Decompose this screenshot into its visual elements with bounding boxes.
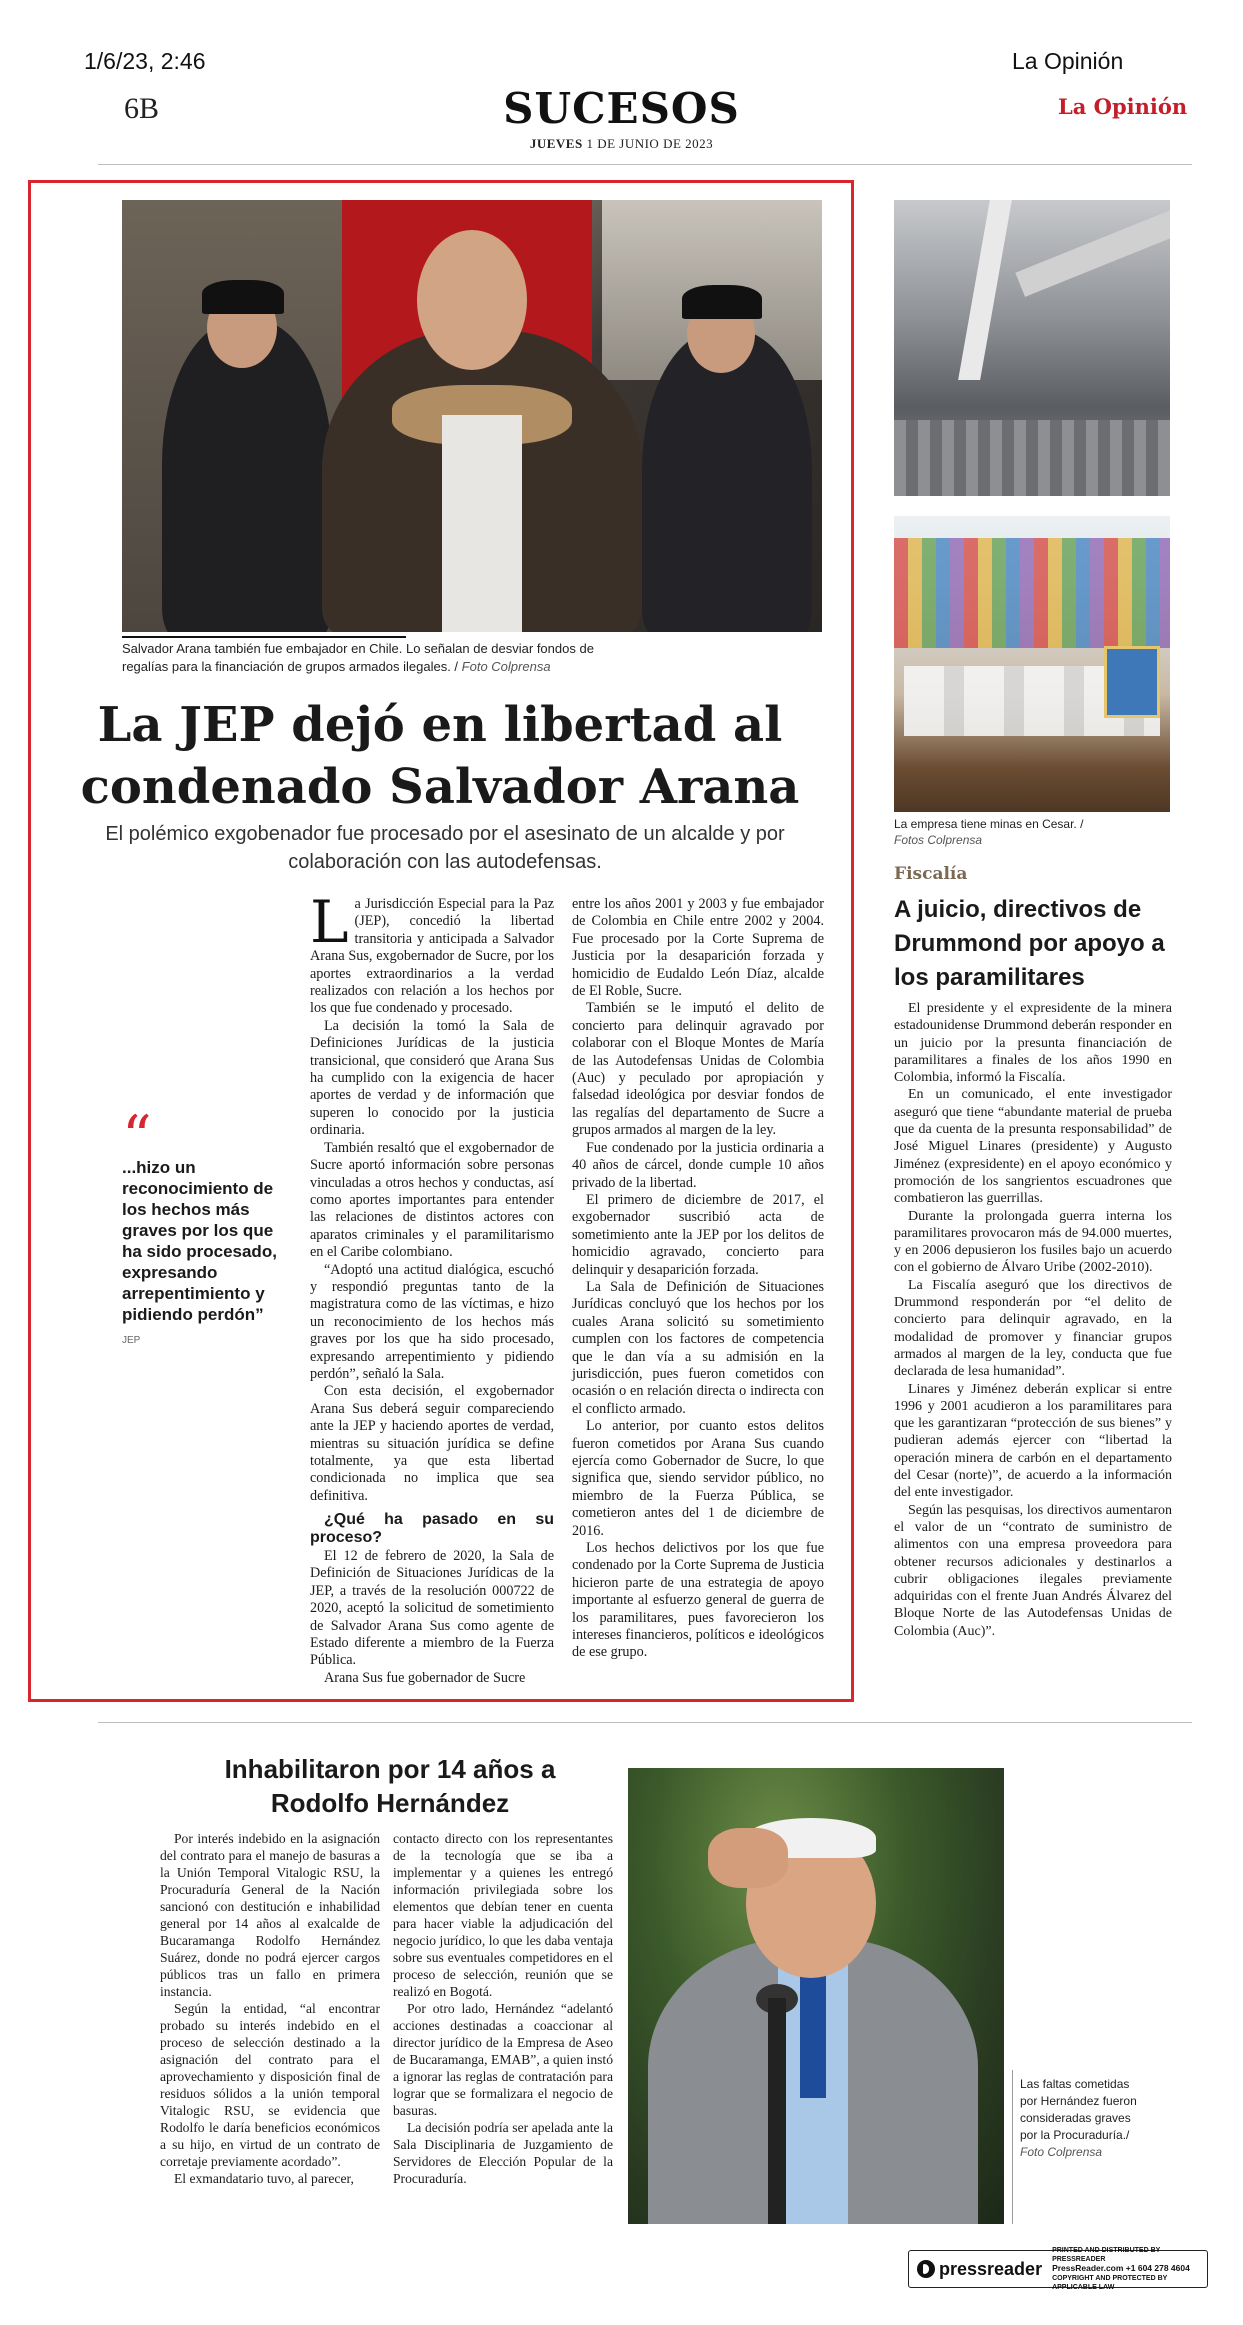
bottom-body-column-1 <box>160 1830 380 2187</box>
pull-quote: ...hizo un reconocimiento de los hechos más graves por los que ha sido procesado, expresando arrepentimiento y pidiendo perdón” <box>122 1158 277 1324</box>
paragraph: También resaltó que el exgobernador de Sucre aportó información sobre personas vinculadas a otros hechos y conductas, así como aportes importantes para entender las relaciones de distintos actores con aparatos criminales y el paramilitarismo en el Caribe colombiano. <box>310 1139 554 1261</box>
quote-mark-icon: “ <box>122 1103 152 1171</box>
main-body-column-1 <box>310 888 554 1687</box>
pressreader-wordmark: pressreader <box>939 2258 1043 2279</box>
arana-photo <box>122 200 822 632</box>
pull-quote-attribution: JEP <box>122 1335 141 1346</box>
pressreader-icon <box>917 2260 935 2278</box>
weekday: JUEVES <box>529 136 583 151</box>
paragraph: La decisión la tomó la Sala de Definiciones Jurídicas de la justicia transicional, que consideró que Arana Sus ha cumplido con la exigencia de hacer aportes de verdad y de información que superen lo conocido por la justicia ordinaria. <box>310 1017 554 1139</box>
side-headline: A juicio, directivos de Drummond por apoyo a los paramilitares <box>894 896 1165 991</box>
masthead-rule <box>98 164 1192 165</box>
main-photo-caption <box>122 640 622 676</box>
caption-text: Las faltas cometidas por Hernández fueron consideradas graves por la Procuraduría./ <box>1020 2077 1137 2142</box>
paragraph: contacto directo con los representantes de la tecnología que se iba a implementar y a quienes les entregó información privilegiada sobre los elementos que debían tener en cuenta para hacer viable la adjudicación del negocio jurídico, lo que les daba ventaja sobre sus eventuales competidores en el proceso de selección, reunión que se realizó en Bogotá. <box>393 1831 613 1999</box>
mine-photo <box>894 200 1170 496</box>
paragraph: La Fiscalía aseguró que los directivos de Drummond responderán por “el delito de concierto para delinquir agravado, en la modalidad de promover y financiar grupos armados al margen de la ley, conducta que fue declarada de lesa humanidad”. <box>894 1277 1172 1380</box>
photo-credit: Foto Colprensa <box>1020 2145 1103 2159</box>
memorial-photo <box>894 516 1170 812</box>
side-kicker: Fiscalía <box>894 864 968 884</box>
paragraph: En un comunicado, el ente investigador aseguró que tiene “abundante material de prueba que da cuenta de la presunta responsabilidad” de José Miguel Linares (presidente) y Augusto Jiménez (expresidente) en el apoyo económico y promoción de los sangrientos escuadrones que combatieron las guerrillas. <box>894 1087 1172 1207</box>
pressreader-line3: COPYRIGHT AND PROTECTED BY APPLICABLE LAW <box>1052 2275 1168 2291</box>
newspaper-logo: La Opinión <box>1058 94 1188 119</box>
photo-credit: Fotos Colprensa <box>894 833 983 847</box>
paragraph: El presidente y el expresidente de la minera estadounidense Drummond deberán responder en un juicio por la presunta financiación de paramilitares a finales de los años 1990 en Colombia, informó la Fiscalía. <box>894 1001 1172 1086</box>
paragraph: entre los años 2001 y 2003 y fue embajador de Colombia en Chile entre 2002 y 2004. Fue procesado por la Corte Suprema de Justicia por la desaparición forzada y homicidio de Eudaldo León Díaz, alcalde de El Roble, Sucre. <box>572 896 824 1000</box>
paragraph: Por otro lado, Hernández “adelantó acciones destinadas a coaccionar al director jurídico de la Empresa de Aseo de Bucaramanga, EMAB”, a quien instó a ignorar las reglas de contratación para lograr que se formalizara el negocio de basuras. <box>393 2001 613 2118</box>
paragraph: La Jurisdicción Especial para la Paz (JEP), concedió la libertad transitoria y anticipada a Salvador Arana Sus, exgobernador de Sucre, por los aportes extraordinarios a la verdad realizados con relación a los hechos por los que fue condenado y procesado. <box>310 888 554 1017</box>
dropcap: L <box>310 888 349 956</box>
caption-rule <box>1012 2070 1013 2224</box>
paragraph: Los hechos delictivos por los que fue condenado por la Corte Suprema de Justicia hicieron parte de una estrategia de apoyo importante al esfuerzo general de guerra de los paramilitares, pues favorecieron los intereses financieros, políticos e ideológicos de ese grupo. <box>572 1540 824 1661</box>
page-number: 6B <box>124 92 160 125</box>
caption-rule <box>122 636 406 638</box>
caption-text: La empresa tiene minas en Cesar. / <box>894 817 1084 831</box>
caption-text: Salvador Arana también fue embajador en Chile. Lo señalan de desviar fondos de regalías para la financiación de grupos armados ilegales. / <box>122 641 594 674</box>
paragraph: “Adoptó una actitud dialógica, escuchó y respondió preguntas tanto de la magistratura como de las víctimas, e hizo un reconocimiento de los hechos más graves por los que ha sido procesado, expresando arrepentimiento y pidiendo perdón”, señaló la Sala. <box>310 1261 554 1382</box>
pressreader-logo <box>917 2259 1042 2280</box>
bottom-body-column-2 <box>393 1830 613 2187</box>
print-date: 1/6/23, 2:46 <box>84 48 206 74</box>
paragraph: El exmandatario tuvo, al parecer, <box>174 2171 354 2186</box>
side-body <box>894 1000 1172 1640</box>
photo-credit: Foto Colprensa <box>461 659 551 674</box>
paragraph: También se le imputó el delito de concierto para delinquir agravado por colaborar con el Bloque Montes de María de las Autodefensas Unidas de Colombia (Auc) y peculado por apropiación y falsedad ideológica por desviar fondos de las regalías del departamento de Sucre a grupos armados al margen de la ley. <box>572 1000 824 1139</box>
paragraph: Linares y Jiménez deberán explicar si entre 1996 y 2001 acudieron a los paramilitares para que les garantizaran “protección de sus bienes” y pudieran además ejercer con “libertad la operación minera de carbón en el departamento del Cesar (norte)”, de acuerdo a la información del ente investigador. <box>894 1381 1172 1501</box>
print-source: La Opinión <box>1012 48 1124 74</box>
pressreader-url: PressReader.com +1 604 278 4604 <box>1052 2263 1190 2273</box>
paragraph: Durante la prolongada guerra interna los paramilitares provocaron más de 94.000 muertes, y en 2006 depusieron los fusiles bajo un acuerdo con el gobierno de Álvaro Uribe (2002-2010). <box>894 1208 1172 1276</box>
hernandez-photo <box>628 1768 1004 2224</box>
publication-date <box>0 136 1243 152</box>
side-photo-caption <box>894 816 1170 848</box>
main-headline: La JEP dejó en libertad al condenado Salvador Arana <box>80 697 800 815</box>
paragraph: Con esta decisión, el exgobernador Arana Sus deberá seguir compareciendo ante la JEP y haciendo aportes de verdad, mientras su situación jurídica se define totalmente, ya que esta libertad condicionada no implica que sea definitiva. <box>310 1383 554 1504</box>
subhead: ¿Qué ha pasado en su proceso? <box>310 1511 554 1546</box>
paragraph: El 12 de febrero de 2020, la Sala de Definición de Situaciones Jurídicas de la JEP, a través de la resolución 000722 de 2020, aceptó la solicitud de sometimiento de Salvador Arana Sus como agente de Estado diferente a miembro de la Fuerza Pública. <box>310 1548 554 1669</box>
main-deck: El polémico exgobenador fue procesado por el asesinato de un alcalde y por colaboración con las autodefensas. <box>105 823 785 873</box>
pressreader-notice <box>1052 2246 1199 2292</box>
section-title: SUCESOS <box>503 84 740 133</box>
section-divider <box>98 1722 1192 1723</box>
pressreader-badge[interactable] <box>908 2247 1208 2291</box>
paragraph: Fue condenado por la justicia ordinaria a 40 años de cárcel, donde cumple 10 años privado de la libertad. <box>572 1139 824 1191</box>
paragraph: Por interés indebido en la asignación del contrato para el manejo de basuras a la Unión Temporal Vitalogic RSU, la Procuraduría General de la Nación sancionó con destitución e inhabilidad general por 14 años al exalcalde de Bucaramanga Rodolfo Hernández Suárez, donde no podrá ejercer cargos públicos tras un fallo en primera instancia. <box>160 1831 380 1999</box>
paragraph: El primero de diciembre de 2017, el exgobernador suscribió acta de sometimiento ante la JEP por los delitos de homicidio agravado, concierto para delinquir y desaparición forzada. <box>572 1191 824 1278</box>
paragraph: La Sala de Definición de Situaciones Jurídicas concluyó que los hechos por los cuales Arana solicitó su sometimiento cumplen con los factores de competencia que le dan vía a su admisión en la jurisdicción, pues fueron cometidos con ocasión o en relación directa o indirecta con el conflicto armado. <box>572 1278 824 1417</box>
bottom-headline: Inhabilitaron por 14 años a Rodolfo Hernández <box>224 1754 556 1818</box>
bottom-photo-caption <box>1020 2076 1140 2161</box>
pressreader-line1: PRINTED AND DISTRIBUTED BY PRESSREADER <box>1052 2247 1161 2263</box>
date-text: 1 DE JUNIO DE 2023 <box>586 136 714 151</box>
paragraph: Lo anterior, por cuanto estos delitos fueron cometidos por Arana Sus cuando ejercía como Gobernador de Sucre, lo que significa que, siendo servidor público, no miembro de la Fuerza Pública, se cometieron antes del 1 de diciembre de 2016. <box>572 1418 824 1539</box>
paragraph: Arana Sus fue gobernador de Sucre <box>324 1669 526 1686</box>
paragraph: Según la entidad, “al encontrar probado su interés indebido en el proceso de selección destinado a la asignación del contrato para el aprovechamiento y disposición final de residuos sólidos a la unión temporal Vitalogic RSU, se evidencia que Rodolfo le daría beneficios económicos a su hijo, en virtud de un contrato de corretaje previamente acordado”. <box>160 2001 380 2169</box>
paragraph: La decisión podría ser apelada ante la Sala Disciplinaria de Juzgamiento de Servidores de Elección Popular de la Procuraduría. <box>393 2120 613 2186</box>
paragraph: Según las pesquisas, los directivos aumentaron el valor de un “contrato de suministro de alimentos con una empresa proveedora para obtener recursos adicionales y destinarlos a cubrir obligaciones ilegales previamente adquiridas con el frente Juan Andrés Álvarez del Bloque Norte de las Autodefensas Unidas de Colombia (Auc)”. <box>894 1502 1172 1639</box>
main-body-column-2 <box>572 896 824 1662</box>
